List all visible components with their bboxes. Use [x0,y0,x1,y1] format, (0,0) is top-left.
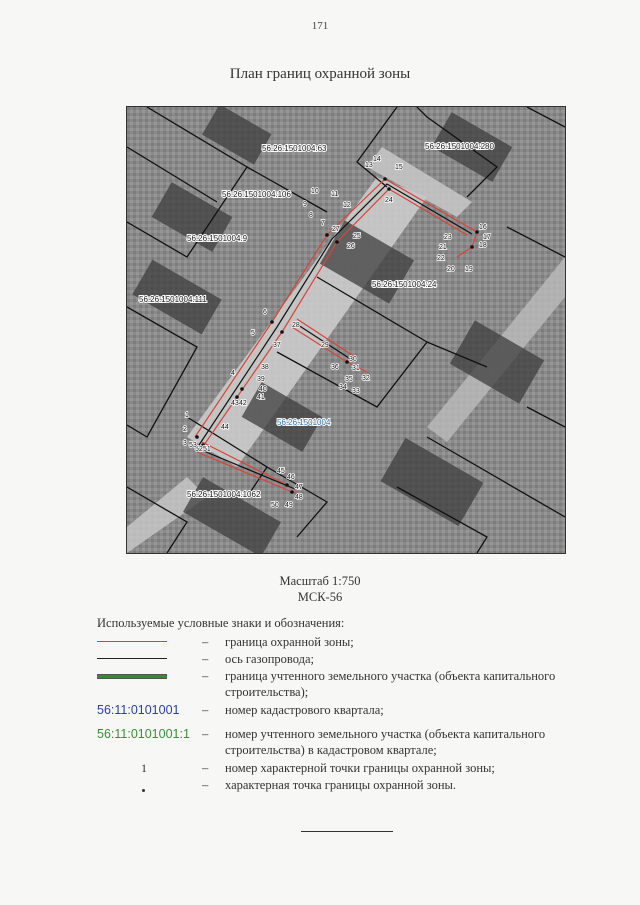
parcel-label: 56:26:1501004:1062 [187,490,261,499]
svg-text:36: 36 [331,364,339,371]
svg-text:28: 28 [292,322,300,329]
parcel-label: 56:26:1501004:106 [222,190,291,199]
svg-text:42: 42 [239,400,247,407]
svg-text:38: 38 [261,364,269,371]
green-line-symbol [97,674,167,679]
black-line-symbol [97,658,167,659]
svg-text:17: 17 [483,234,491,241]
svg-text:33: 33 [352,388,360,395]
svg-text:7: 7 [321,220,325,227]
parcel-label: 56:26:1501004:9 [187,234,248,243]
svg-text:11: 11 [331,191,339,198]
svg-text:37: 37 [273,342,281,349]
svg-text:48: 48 [295,494,303,501]
svg-text:6: 6 [263,309,267,316]
document-title: План границ охранной зоны [229,66,411,82]
svg-text:41: 41 [257,394,265,401]
svg-text:3: 3 [183,440,187,447]
svg-text:19: 19 [465,266,473,273]
svg-text:45: 45 [277,468,285,475]
svg-text:10: 10 [311,188,319,195]
svg-text:22: 22 [437,255,445,262]
svg-text:4: 4 [231,370,235,377]
svg-text:49: 49 [285,502,293,509]
svg-text:14: 14 [373,156,381,163]
map-scale: Масштаб 1:750 [279,574,361,588]
svg-text:32: 32 [362,375,370,382]
svg-text:25: 25 [353,233,361,240]
page-number: 171 [311,20,329,32]
svg-text:8: 8 [309,212,313,219]
svg-text:13: 13 [365,162,373,169]
parcel-label: 56:26:1501004:280 [425,142,494,151]
svg-text:43: 43 [231,400,239,407]
cadastral-map [126,106,566,554]
svg-text:15: 15 [395,164,403,171]
svg-text:29: 29 [321,342,329,349]
svg-text:27: 27 [332,226,340,233]
svg-text:21: 21 [439,244,447,251]
svg-text:40: 40 [259,386,267,393]
svg-text:35: 35 [345,376,353,383]
svg-text:44: 44 [221,424,229,431]
red-line-symbol [97,641,167,642]
svg-text:52: 52 [195,446,203,453]
svg-text:24: 24 [385,197,393,204]
parcel-label: 56:26:1501004:63 [262,144,327,153]
svg-text:1: 1 [185,412,189,419]
coordinate-system: МСК-56 [297,590,343,604]
svg-text:39: 39 [257,376,265,383]
svg-text:46: 46 [287,474,295,481]
quarter-label: 56:26:1501004 [277,418,331,427]
svg-text:47: 47 [295,484,303,491]
legend-title: Используемые условные знаки и обозначения: [97,616,345,630]
svg-text:20: 20 [447,266,455,273]
svg-text:53: 53 [189,442,197,449]
svg-text:5: 5 [251,330,255,337]
signature-line [301,831,393,832]
svg-text:34: 34 [339,384,347,391]
svg-text:9: 9 [303,201,307,208]
svg-text:51: 51 [203,446,211,453]
svg-text:2: 2 [183,426,187,433]
svg-text:50: 50 [271,502,279,509]
point-dot-symbol [142,789,145,792]
svg-text:26: 26 [347,243,355,250]
svg-text:23: 23 [444,234,452,241]
svg-text:30: 30 [349,356,357,363]
svg-text:18: 18 [479,242,487,249]
parcel-label: 56:26:1501004:24 [372,280,437,289]
parcel-label: 56:26:1501004:111 [139,295,207,304]
svg-text:16: 16 [479,224,487,231]
svg-text:31: 31 [352,365,360,372]
scale-block [0,573,640,605]
svg-text:12: 12 [343,202,351,209]
